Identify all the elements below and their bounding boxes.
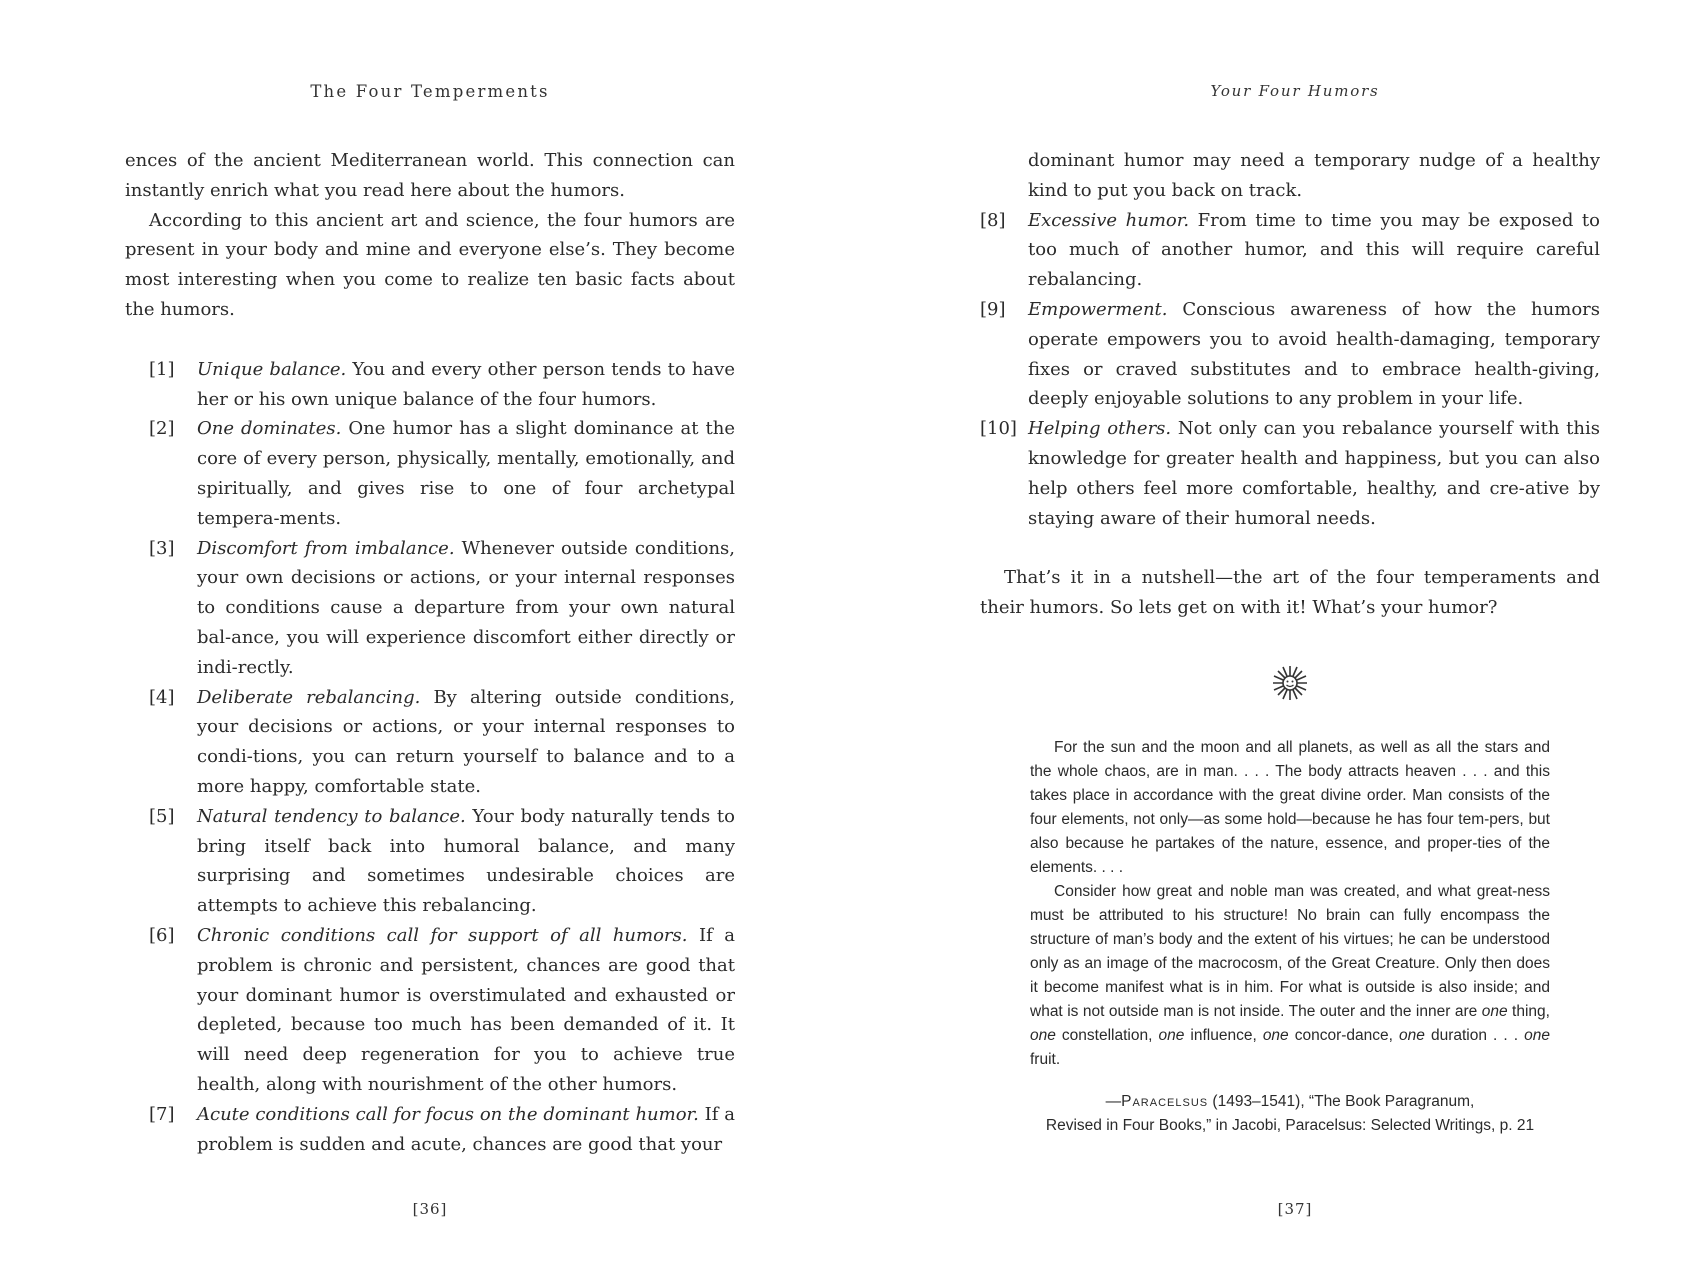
item-number: [7] [149,1103,175,1125]
item-number: [8] [980,209,1006,231]
attribution-source: (1493–1541), “The Book Paragranum, [1208,1093,1475,1110]
item-body [197,414,735,533]
item-text: From time to time you may be exposed to too much of another humor, and this will require careful rebalancing. [1028,209,1600,291]
attribution-line-1 [1020,1090,1560,1114]
right-page-number: [37] [1277,1200,1313,1218]
quote-text: Consider how great and noble man was created, and what great-ness must be attributed to his structure! No brain can fully encompass the structure of man’s body and the extent of his virtues; he can be understood only as an image of the macrocosm, of the Great Creature. Only then does it become manifest what is in him. For what is outside is also inside; and what is not outside man is not inside. The outer and the inner are [1030,883,1550,1020]
closing-paragraph: That’s it in a nutshell—the art of the four temperaments and their humors. So lets get on with it! What’s your humor? [980,567,1600,619]
item-term: Excessive humor. [1028,209,1190,231]
attribution-dash: — [1105,1093,1122,1110]
item-text: One humor has a slight dominance at the core of every person, physically, mentally, emotionally, and spiritually, and gives rise to one of four archetypal tempera-ments. [197,418,735,529]
item-term: Natural tendency to balance. [197,805,466,827]
quote-emphasis: one [1481,1003,1508,1020]
item-text: Conscious awareness of how the humors operate empowers you to avoid health-damaging, temporary fixes or craved substitutes and to embrace health-giving, deeply enjoyable solutions to any problem in your life. [1028,298,1600,410]
left-para-1: ences of the ancient Mediterranean world. This connection can instantly enrich what you read here about the humors. [125,150,735,201]
item-body [1028,295,1600,414]
list-item [125,355,735,415]
quote-paragraph-1: For the sun and the moon and all planets, as well as all the stars and the whole chaos, are in man. . . . The body attracts heaven . . . and this takes place in accordance with the great divine order. Man consists of the four elements, not only—as some hold—because he has four tem-pers, but also because he partakes of the nature, essence, and proper-ties of the elements. . . . [1030,739,1550,876]
item-number: [5] [149,805,175,827]
list-item [980,295,1600,414]
item-term: Helping others. [1028,418,1172,440]
right-running-head: Your Four Humors [1210,82,1380,100]
attribution-line-2: Revised in Four Books,” in Jacobi, Paracelsus: Selected Writings, p. 21 [1045,1117,1535,1134]
left-page-number: [36] [412,1200,448,1218]
list-item [125,683,735,802]
continued-item-text: dominant humor may need a temporary nudge of a healthy kind to put you back on track. [1028,150,1600,201]
left-para-2: According to this ancient art and science, the four humors are present in your body and mine and everyone else’s. They become most interesting when you come to realize ten basic facts about the humors. [125,209,735,320]
item-term: Chronic conditions call for support of all humors. [197,924,688,946]
item-text: Not only can you rebalance yourself with this knowledge for greater health and happiness, but you can also help others feel more comfortable, healthy, and cre-ative by staying aware of their humoral needs. [1028,418,1600,529]
quote-attribution [1020,1090,1560,1138]
item-text: Your body naturally tends to bring itself back into humoral balance, and many surprising and sometimes undesirable choices are attempts to achieve this rebalancing. [197,805,735,917]
item-text: By altering outside conditions, your decisions or actions, or your internal responses to condi-tions, you can return yourself to balance and to a more happy, comfortable state. [197,686,735,797]
list-item [125,802,735,921]
item-term: Empowerment. [1028,298,1168,320]
item-body [197,1100,735,1160]
item-text: You and every other person tends to have her or his own unique balance of the four humors. [197,358,735,410]
item-number: [1] [149,358,175,380]
left-body-text [125,146,735,1159]
item-number: [6] [149,924,175,946]
item-body [197,534,735,683]
quote-emphasis: one [1030,1027,1056,1044]
item-number: [10] [980,418,1017,440]
list-item [125,921,735,1100]
item-text: If a problem is sudden and acute, chances are good that your [197,1103,735,1155]
item-body [1028,414,1600,533]
item-body [197,355,735,415]
attribution-author: Paracelsus [1121,1093,1209,1110]
facts-list [125,355,735,1160]
item-term: Unique balance. [197,358,347,380]
item-body [197,921,735,1100]
sun-ornament-icon [1270,663,1310,703]
item-number: [9] [980,298,1006,320]
item-body [1028,206,1600,295]
right-page [850,0,1700,1275]
item-body [197,683,735,802]
list-item [125,414,735,533]
list-item [125,1100,735,1160]
quote-text: concor-dance, [1288,1027,1400,1044]
list-item [125,534,735,683]
quote-text: influence, [1184,1027,1263,1044]
left-running-head: The Four Temperments [310,82,550,101]
quote-emphasis: one [1524,1027,1550,1044]
right-body-text [980,146,1600,623]
quote-text: duration . . . [1424,1027,1525,1044]
quote-text: constellation, [1055,1027,1159,1044]
item-body [197,802,735,921]
item-text: Whenever outside conditions, your own decisions or actions, or your internal responses to conditions cause a departure from your own natural bal-ance, you will experience discomfort either directly or indi-rectly. [197,537,735,678]
quote-text: thing, [1507,1003,1550,1020]
quote-paragraph-2 [1030,880,1550,1072]
item-number: [2] [149,418,175,440]
quote-emphasis: one [1262,1027,1289,1044]
item-term: Deliberate rebalancing. [197,686,421,708]
item-number: [3] [149,537,175,559]
item-term: Discomfort from imbalance. [197,537,455,559]
quote-emphasis: one [1399,1027,1425,1044]
epigraph-quote [1030,736,1550,1072]
item-text: If a problem is chronic and persistent, chances are good that your dominant humor is overstimulated and exhausted or depleted, because too much has been demanded of it. It will need deep regeneration for you to achieve true health, along with nourishment of the other humors. [197,924,735,1095]
item-number: [4] [149,686,175,708]
quote-emphasis: one [1158,1027,1185,1044]
list-item [980,414,1600,533]
quote-text: fruit. [1030,1051,1061,1068]
list-item [980,206,1600,295]
item-term: Acute conditions call for focus on the dominant humor. [197,1103,699,1125]
item-term: One dominates. [197,418,342,440]
